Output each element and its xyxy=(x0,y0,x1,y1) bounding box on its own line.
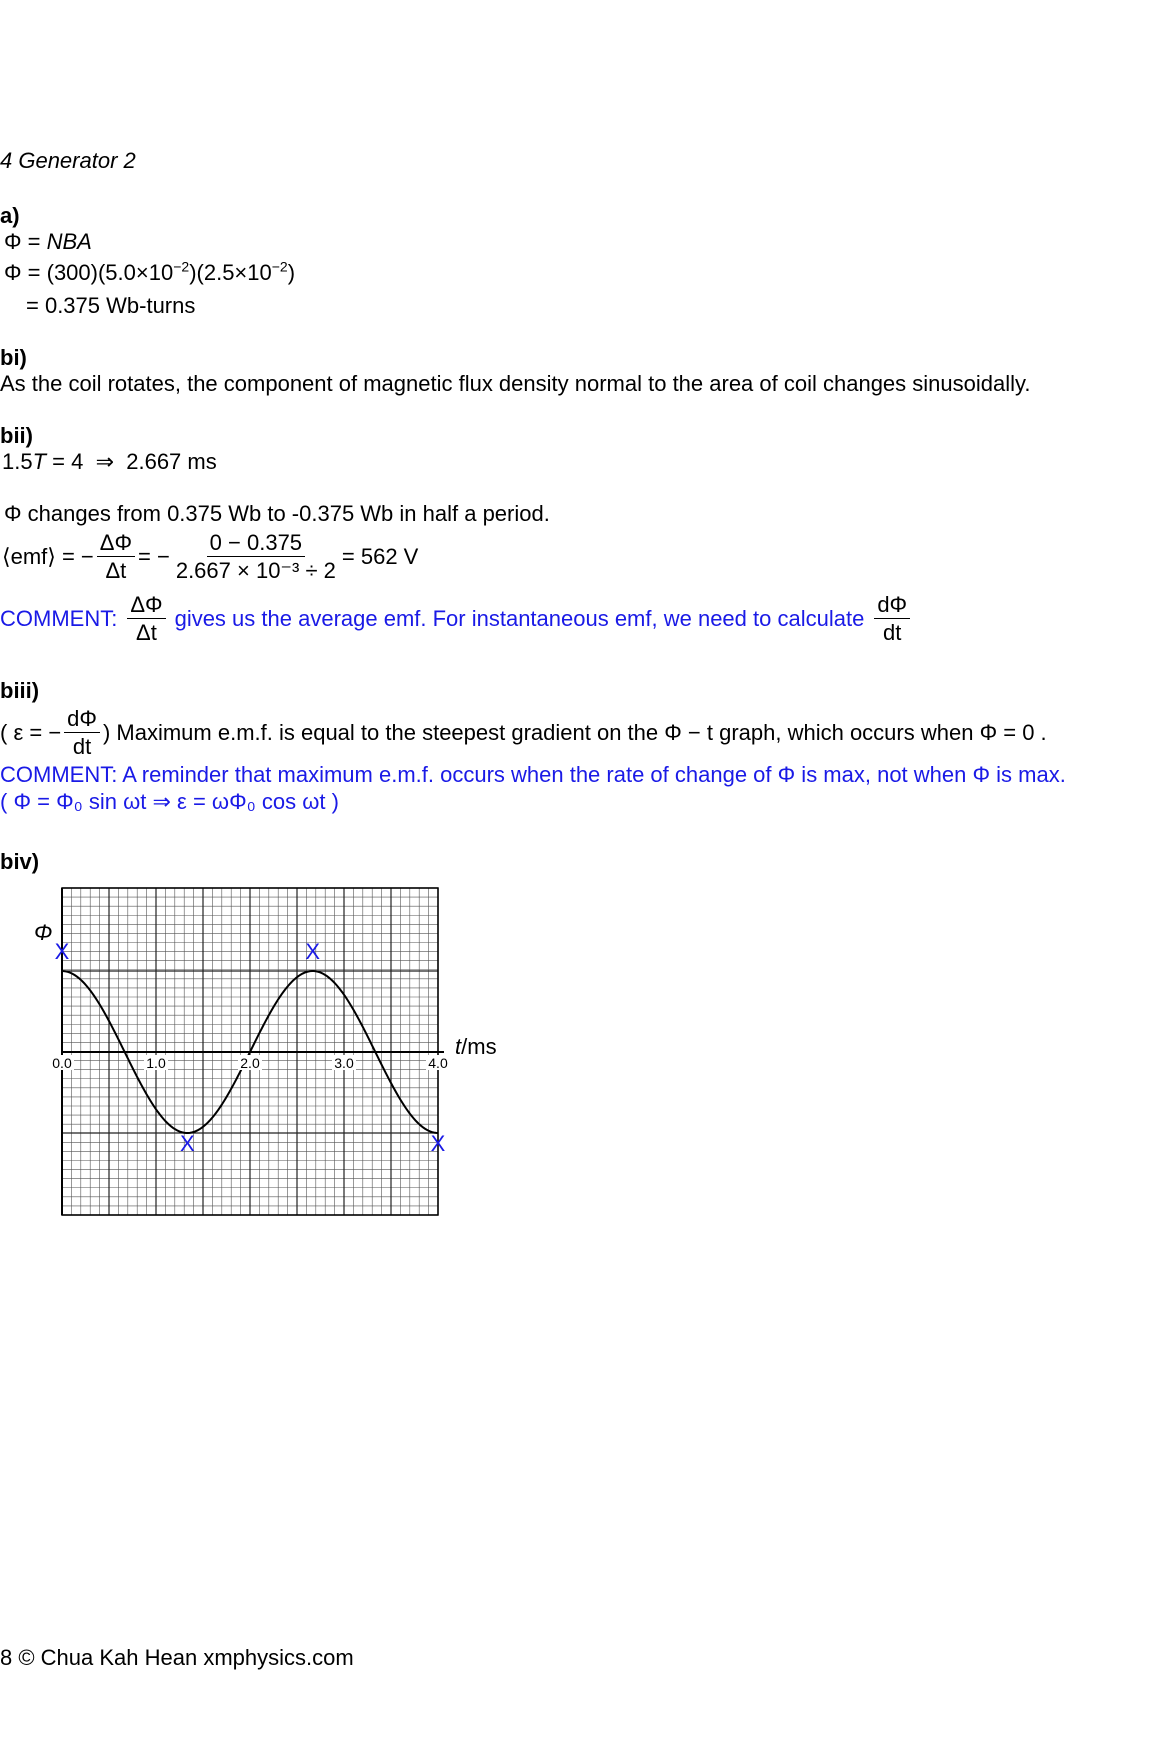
y-axis-label: Φ xyxy=(34,920,53,945)
biii-comment: COMMENT: A reminder that maximum e.m.f. occurs when the rate of change of Φ is max, not when Φ is max. xyxy=(0,762,1066,787)
emf-equation xyxy=(2,531,418,582)
biii-fraction: $\frac{d\Phi}{dt}$ xyxy=(64,707,100,758)
tick-label: 0.0 xyxy=(52,1055,72,1071)
chart-axes xyxy=(62,888,444,1215)
part-a-line1: Φ = NBA xyxy=(4,229,92,254)
marker-x: X xyxy=(430,1131,446,1156)
tick-label: 2.0 xyxy=(240,1055,260,1071)
biii-comment-equation: ( Φ = Φ₀ sin ωt ⇒ ε = ωΦ₀ cos ωt ) xyxy=(0,789,339,814)
tick-label: 3.0 xyxy=(334,1055,354,1071)
marker-x: X xyxy=(305,939,321,964)
part-bii-line1: 1.5T = 4 ⇒ 2.667 ms xyxy=(2,449,217,474)
biii-line: ( ε = − $\frac{d\Phi}{dt}$ ) Maximum e.m.f. is equal to the steepest gradient on the Φ − t graph, which occurs when Φ = 0 . xyxy=(0,706,1047,760)
part-bii-label: bii) xyxy=(0,423,33,448)
emf-fraction-1: $\frac{\Delta\Phi}{\Delta t}$ xyxy=(97,531,135,582)
marker-x: X xyxy=(54,939,70,964)
emf-mid: = − xyxy=(138,543,170,569)
part-biii-label: biii) xyxy=(0,678,40,703)
page-title: 4 Generator 2 xyxy=(0,148,136,173)
part-a-label: a) xyxy=(0,203,20,228)
chart-ticks xyxy=(50,1055,450,1071)
emf-fraction-2: $\frac{0 - 0.375}{\text{2.667 × 10⁻³ ÷ 2}}$ xyxy=(175,530,336,584)
flux-time-chart xyxy=(0,880,520,1230)
part-bi-label: bi) xyxy=(0,345,27,370)
part-bi-text: As the coil rotates, the component of magnetic flux density normal to the area of coil changes sinusoidally. xyxy=(0,371,1031,396)
emf-lhs: ⟨emf⟩ = − xyxy=(2,543,94,569)
tick-label: 1.0 xyxy=(146,1055,166,1071)
marker-x: X xyxy=(179,1131,195,1156)
part-a-line2: $\Phi = (300)(5.0\times 10^{-2})(2.5\times 10^{-2})$ xyxy=(4,258,296,285)
comment-fraction-1: $\frac{\Delta\Phi}{\Delta t}$ xyxy=(127,593,165,644)
tick-label: 4.0 xyxy=(428,1055,448,1071)
part-biv-label: biv) xyxy=(0,849,40,874)
part-bii-line2: Φ changes from 0.375 Wb to -0.375 Wb in half a period. xyxy=(4,501,550,526)
part-a-line3: = 0.375 Wb-turns xyxy=(26,293,196,318)
emf-result: = 562 V xyxy=(341,543,419,569)
comment-fraction-2: $\frac{d\Phi}{dt}$ xyxy=(874,593,910,644)
footer: 8 © Chua Kah Hean xmphysics.com xyxy=(0,1645,354,1670)
x-axis-label: t/ms xyxy=(455,1034,497,1059)
bii-comment: COMMENT: $\frac{\Delta\Phi}{\Delta t}$ gives us the average emf. For instantaneous emf, we need to calculate $\frac{d\Phi}{dt}$ xyxy=(0,593,913,644)
